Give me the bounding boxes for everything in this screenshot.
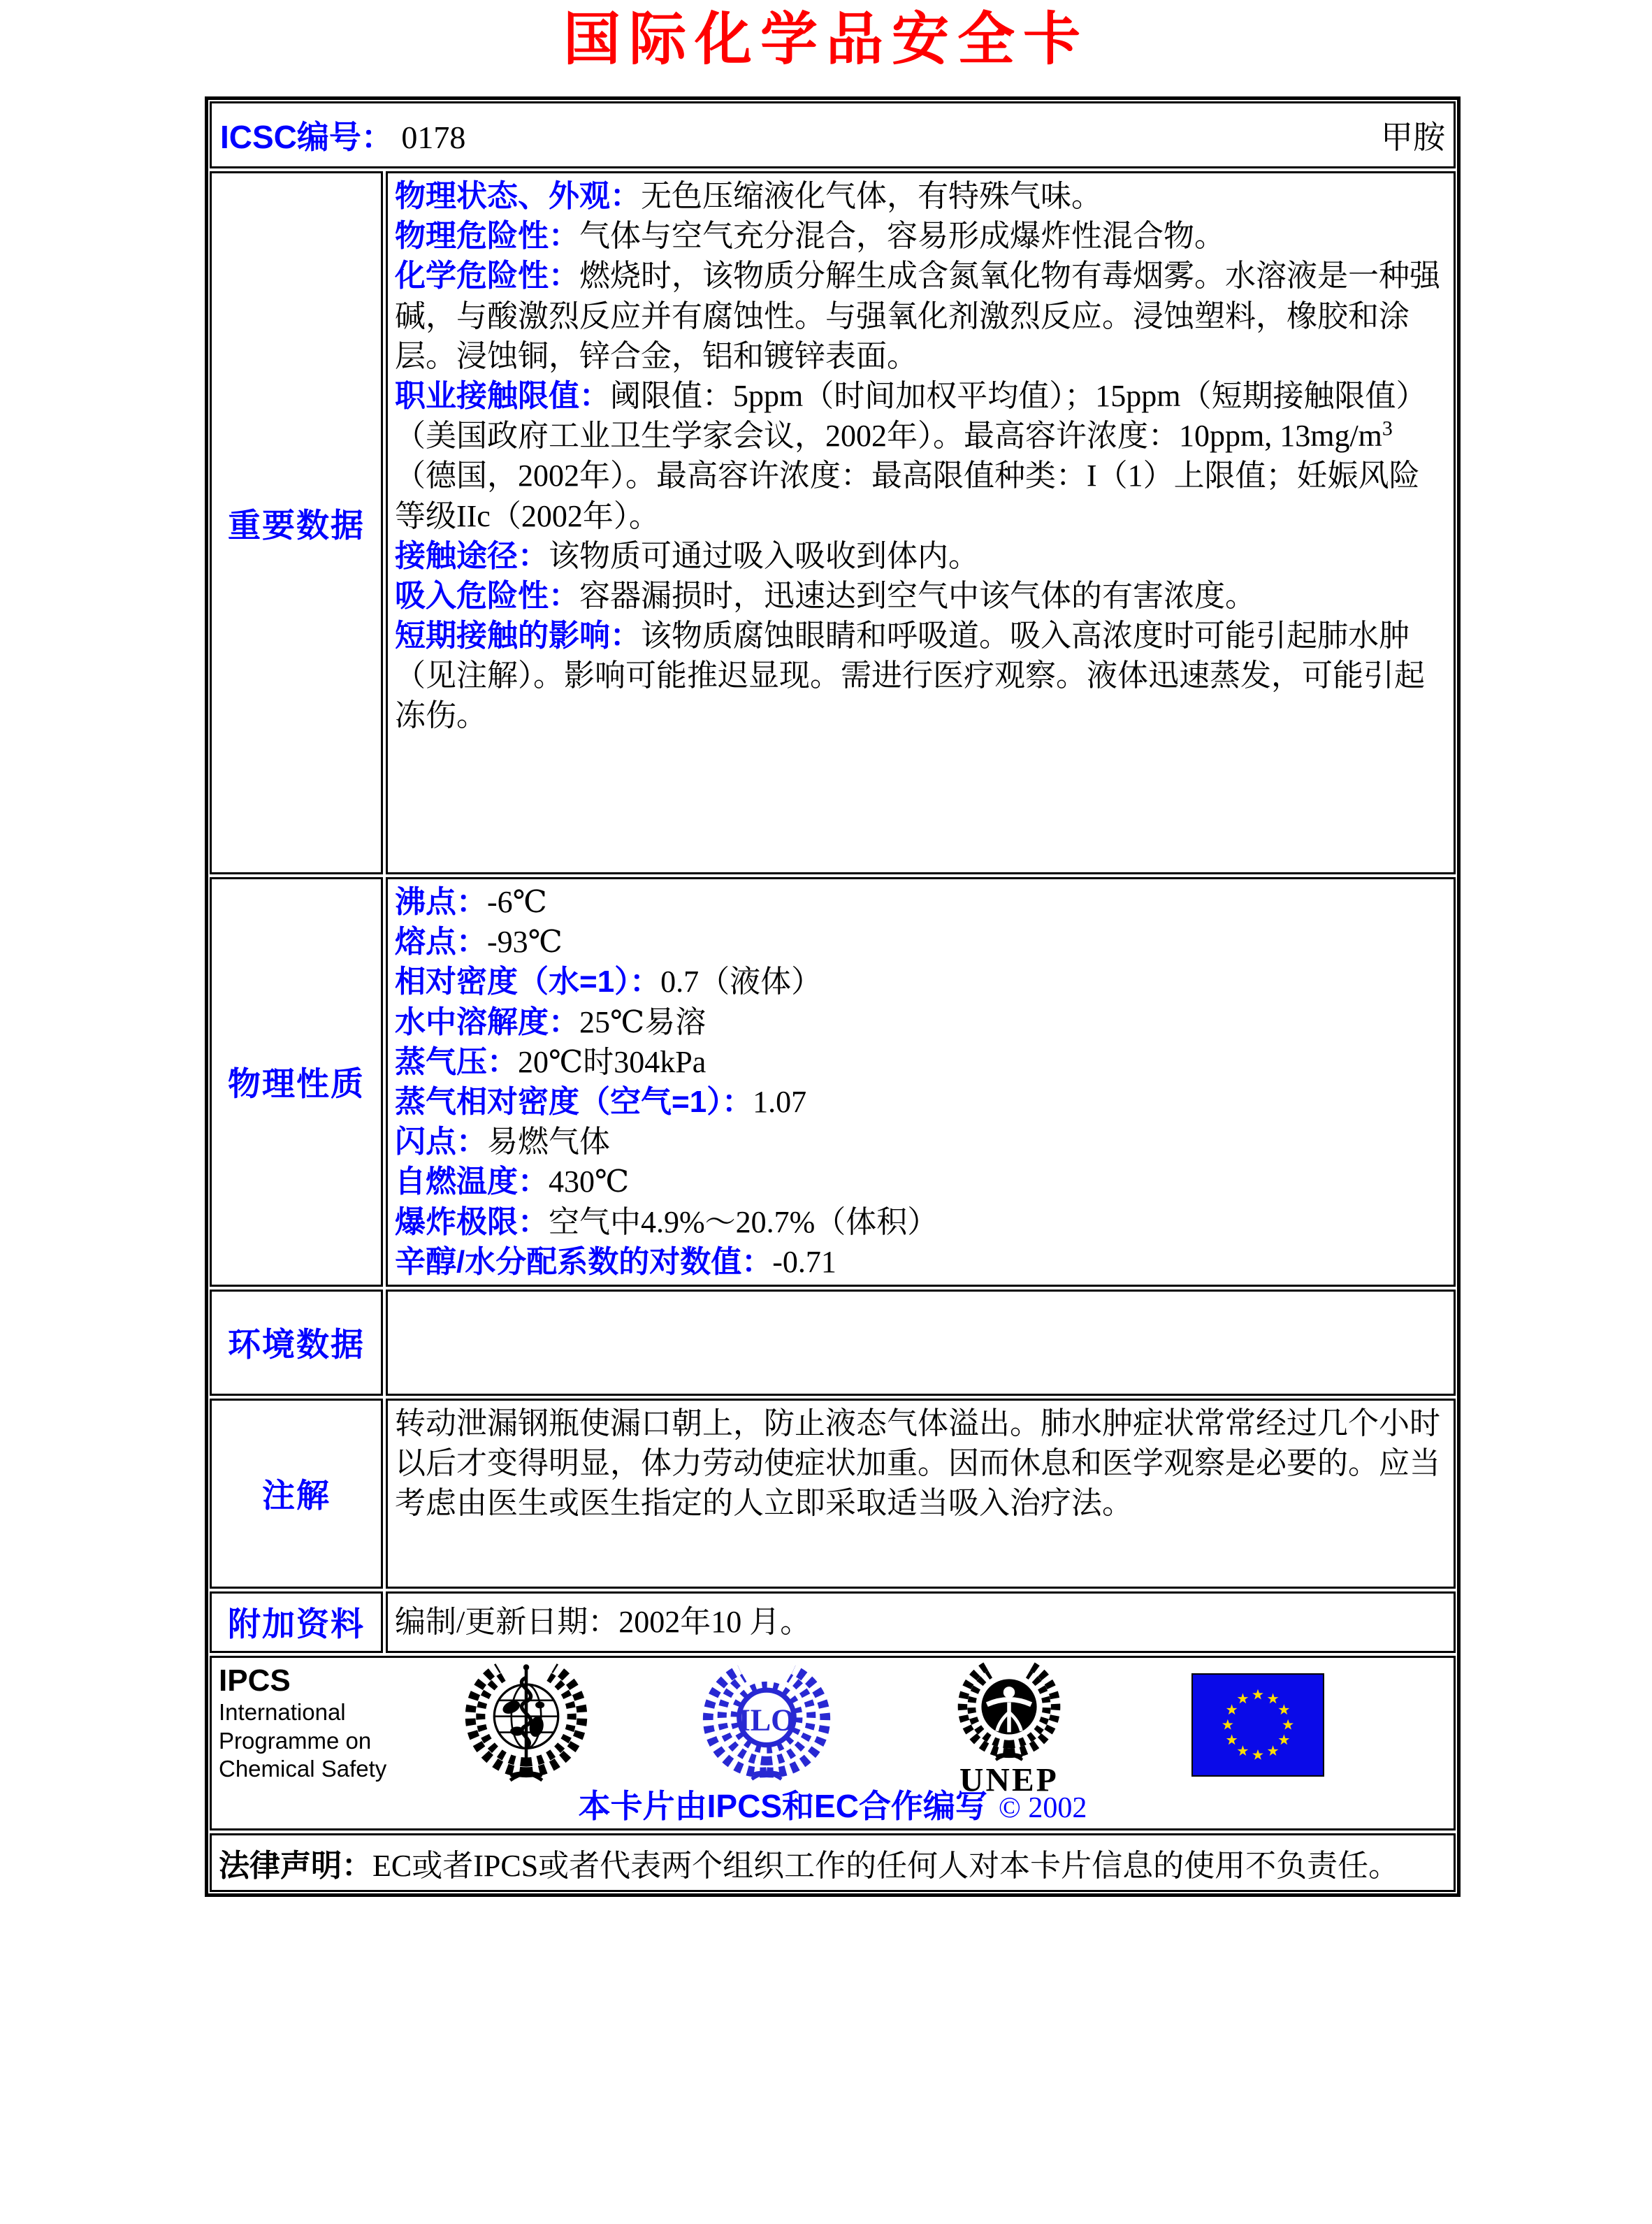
field-value: 气体与空气充分混合，容易形成爆炸性混合物。 [579,219,1225,254]
list-item [395,1122,1447,1162]
ilo-letters: ILO [738,1703,795,1738]
ilo-logo-icon [698,1659,835,1787]
list-item [395,376,1447,536]
header-row [208,100,1457,170]
legal-text: EC或者IPCS或者代表两个组织工作的任何人对本卡片信息的使用不负责任。 [372,1848,1400,1883]
physical-properties-row [208,876,1457,1288]
legal-text-line [219,1840,1399,1885]
list-item [395,216,1447,256]
field-label: 接触途径： [395,538,549,573]
field-label: 蒸气压： [395,1044,518,1079]
legal-cell [210,1833,1456,1892]
field-label: 物理状态、外观： [395,179,641,213]
field-value: -93℃ [487,925,563,960]
field-value: 1.07 [753,1084,807,1119]
field-label: 吸入危险性： [395,578,579,613]
field-label: 水中溶解度： [395,1004,579,1039]
field-value: 0.7（液体） [660,965,823,999]
field-label: 相对密度（水=1）： [395,965,661,999]
field-value: 阈限值：5ppm（时间加权平均值）；15ppm（短期接触限值）（美国政府工业卫生学家会议，2002年）。最高容许浓度：10ppm, 13mg/m [395,378,1427,454]
environmental-data-row [208,1288,1457,1397]
additional-info-row [208,1590,1457,1654]
list-item [395,1162,1447,1201]
unep-logo-icon [943,1658,1075,1798]
field-label: 爆炸极限： [395,1204,549,1239]
notes-content: 转动泄漏钢瓶使漏口朝上，防止液态气体溢出。肺水肿症状常常经过几个小时以后才变得明显，体力劳动使症状加重。因而休息和医学观察是必要的。应当考虑由医生或医生指定的人立即采取适当吸入治疗法。 [386,1399,1456,1589]
field-value: 空气中4.9%～20.7%（体积） [549,1204,939,1239]
physical-properties-content [386,877,1456,1287]
field-label: 沸点： [395,885,487,919]
ipcs-text-block [219,1663,386,1783]
logos-row [208,1654,1457,1832]
unep-letters: UNEP [959,1762,1059,1798]
additional-info-content: 编制/更新日期：2002年10 月。 [386,1591,1456,1653]
chemical-name: 甲胺 [1381,120,1445,155]
list-item [395,1202,1447,1242]
field-value: （德国，2002年）。最高容许浓度：最高限值种类：I（1）上限值；妊娠风险等级IIc（2002年）。 [395,458,1420,533]
notes-row [208,1397,1457,1590]
list-item [395,962,1447,1002]
icsc-card-table [205,96,1461,1897]
ipcs-line: Chemical Safety [219,1755,387,1782]
field-label: 短期接触的影响： [395,619,641,654]
field-value: 易燃气体 [487,1125,610,1160]
ipcs-acronym: IPCS [219,1663,291,1698]
field-label: 蒸气相对密度（空气=1）： [395,1084,753,1119]
field-label: 物理危险性： [395,219,579,254]
environmental-data-row-label: 环境数据 [210,1290,383,1396]
field-value: -0.71 [772,1244,836,1279]
cooperation-caption-text: 本卡片由IPCS和EC合作编写 [578,1787,987,1824]
notes-row-label: 注解 [210,1399,383,1589]
list-item [395,1082,1447,1122]
field-label: 化学危险性： [395,259,579,294]
copyright-text: © 2002 [998,1791,1087,1824]
field-label: 职业接触限值： [395,378,610,413]
list-item [395,1242,1447,1282]
additional-info-row-label: 附加资料 [210,1591,383,1653]
eu-flag-icon [1191,1673,1324,1777]
list-item [395,256,1447,376]
important-data-row-label: 重要数据 [210,171,383,874]
field-label: 辛醇/水分配系数的对数值： [395,1244,773,1279]
field-value: -6℃ [487,885,547,919]
list-item [395,1002,1447,1042]
list-item [395,616,1447,736]
important-data-row [208,170,1457,876]
list-item [395,882,1447,922]
field-value: 容器漏损时，迅速达到空气中该气体的有害浓度。 [579,578,1256,613]
header-cell [210,101,1456,168]
list-item [395,1042,1447,1082]
list-item [395,576,1447,616]
field-value: 该物质可通过吸入吸收到体内。 [549,538,979,573]
who-logo-icon [458,1659,595,1787]
list-item [395,176,1447,216]
logos-cell [210,1656,1456,1831]
legal-row [208,1832,1457,1893]
physical-properties-row-label: 物理性质 [210,877,383,1287]
ipcs-line: International [219,1699,346,1726]
list-item [395,536,1447,576]
important-data-content [386,171,1456,874]
icsc-number-value: 0178 [401,120,466,155]
field-value: 430℃ [549,1164,630,1199]
environmental-data-content [386,1290,1456,1396]
page-title: 国际化学品安全卡 [563,8,1089,71]
icsc-number-label: ICSC编号： [220,119,393,155]
field-label: 自燃温度： [395,1164,549,1199]
field-value: 该物质腐蚀眼睛和呼吸道。吸入高浓度时可能引起肺水肿（见注解）。影响可能推迟显现。需进行医疗观察。液体迅速蒸发，可能引起冻伤。 [395,619,1425,733]
icsc-number-group [220,112,465,158]
ipcs-line: Programme on [219,1727,372,1754]
legal-label: 法律声明： [219,1848,372,1883]
superscript: 3 [1382,417,1393,440]
field-value: 25℃易溶 [579,1004,707,1039]
field-value: 无色压缩液化气体，有特殊气味。 [641,179,1102,213]
field-label: 熔点： [395,925,487,960]
cooperation-caption [212,1781,1454,1827]
field-label: 闪点： [395,1125,487,1160]
field-value: 20℃时304kPa [518,1044,707,1079]
field-value: 燃烧时，该物质分解生成含氮氧化物有毒烟雾。水溶液是一种强碱，与酸激烈反应并有腐蚀性。与强氧化剂激烈反应。浸蚀塑料，橡胶和涂层。浸蚀铜，锌合金，铝和镀锌表面。 [395,259,1440,373]
list-item [395,922,1447,962]
